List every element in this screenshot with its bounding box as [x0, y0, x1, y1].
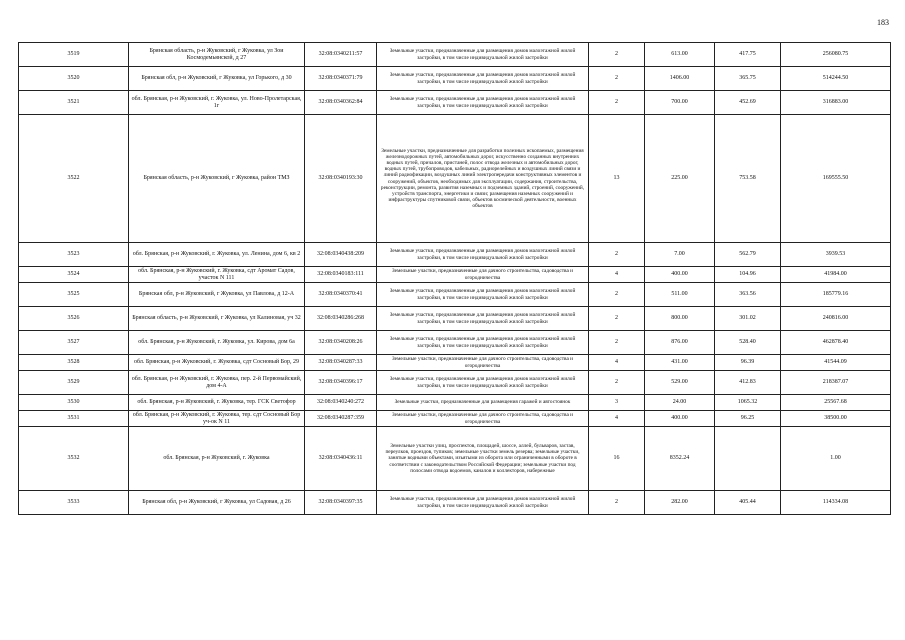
specific-value-cell: 104.96 — [715, 267, 781, 283]
specific-value-cell: 363.56 — [715, 283, 781, 307]
row-number-cell: 3532 — [19, 427, 129, 491]
row-number-cell: 3527 — [19, 331, 129, 355]
area-cell: 700.00 — [645, 91, 715, 115]
table-row — [19, 67, 891, 91]
cadastral-value-cell: 1.00 — [781, 427, 891, 491]
group-code-cell: 4 — [589, 355, 645, 371]
specific-value-cell: 405.44 — [715, 491, 781, 515]
row-number-cell: 3526 — [19, 307, 129, 331]
cadastral-value-cell: 240816.00 — [781, 307, 891, 331]
area-cell: 225.00 — [645, 115, 715, 243]
area-cell: 511.00 — [645, 283, 715, 307]
cadastral-value-cell: 25567.68 — [781, 395, 891, 411]
area-cell: 613.00 — [645, 43, 715, 67]
area-cell: 8352.24 — [645, 427, 715, 491]
cadastral-number-cell: 32:08:0340362:84 — [305, 91, 377, 115]
specific-value-cell: 301.02 — [715, 307, 781, 331]
row-number-cell: 3533 — [19, 491, 129, 515]
cadastral-number-cell: 32:08:0340208:26 — [305, 331, 377, 355]
cadastral-value-cell: 514244.50 — [781, 67, 891, 91]
address-cell: Брянская область, р-н Жуковский, г Жуковка, ул Зои Космодемьянской, д 27 — [129, 43, 305, 67]
land-use-description-cell: Земельные участки улиц, проспектов, площадей, шоссе, аллей, бульваров, застав, переулков, проездов, тупиков; земельные участки земель резерва; земельные участки, занятые водными объектами, изъятыми из оборота или ограниченными в обороте в соответствии с законодательством Российской Федерации; земельные участки под полосами отвода водоемов, каналов и коллекторов, набережные — [377, 427, 589, 491]
cadastral-value-cell: 3939.53 — [781, 243, 891, 267]
land-use-description-cell: Земельные участки, предназначенные для размещения домов малоэтажной жилой застройки, в том числе индивидуальной жилой застройки — [377, 331, 589, 355]
land-use-description-cell: Земельные участки, предназначенные для разработки полезных ископаемых, размещения железнодорожных путей, автомобильных дорог, искусственно созданных внутренних водных путей, причалов, пристаней, полос отвода железных и автомобильных дорог, водных путей, трубопроводов, кабельных, радиорелейных и воздушных линий связи и линий радиофикации, воздушных линий электропередачи конструктивных элементов и сооружений, объектов, необходимых для эксплуатации, содержания, строительства, реконструкции, ремонта, развития наземных и подземных зданий, строений, сооружений, устройств транспорта, энергетики и связи; размещения наземных сооружений и инфраструктуры спутниковой связи, объектов космической деятельности, военных объектов — [377, 115, 589, 243]
cadastral-number-cell: 32:08:0340287:359 — [305, 411, 377, 427]
address-cell: обл. Брянская, р-н Жуковский, г. Жуковка, тер. ГСК Светофор — [129, 395, 305, 411]
specific-value-cell: 96.25 — [715, 411, 781, 427]
row-number-cell: 3524 — [19, 267, 129, 283]
land-use-description-cell: Земельные участки, предназначенные для размещения домов малоэтажной жилой застройки, в том числе индивидуальной жилой застройки — [377, 67, 589, 91]
address-cell: обл. Брянская, р-н Жуковский, г. Жуковка, сдт Аромат Садов, участок N 111 — [129, 267, 305, 283]
land-use-description-cell: Земельные участки, предназначенные для размещения домов малоэтажной жилой застройки, в том числе индивидуальной жилой застройки — [377, 243, 589, 267]
group-code-cell: 2 — [589, 243, 645, 267]
cadastral-number-cell: 32:08:0340211:57 — [305, 43, 377, 67]
land-use-description-cell: Земельные участки, предназначенные для размещения домов малоэтажной жилой застройки, в том числе индивидуальной жилой застройки — [377, 371, 589, 395]
row-number-cell: 3520 — [19, 67, 129, 91]
cadastral-number-cell: 32:08:0340438:209 — [305, 243, 377, 267]
area-cell: 529.00 — [645, 371, 715, 395]
address-cell: обл. Брянская, р-н Жуковский, г. Жуковка — [129, 427, 305, 491]
group-code-cell: 2 — [589, 283, 645, 307]
group-code-cell: 16 — [589, 427, 645, 491]
row-number-cell: 3522 — [19, 115, 129, 243]
cadastral-number-cell: 32:08:0340397:35 — [305, 491, 377, 515]
specific-value-cell: 528.40 — [715, 331, 781, 355]
cadastral-number-cell: 32:08:0340370:41 — [305, 283, 377, 307]
table-row — [19, 43, 891, 67]
area-cell: 7.00 — [645, 243, 715, 267]
table-row — [19, 267, 891, 283]
group-code-cell: 2 — [589, 491, 645, 515]
specific-value-cell: 365.75 — [715, 67, 781, 91]
table-row — [19, 283, 891, 307]
land-use-description-cell: Земельные участки, предназначенные для размещения гаражей и автостоянок — [377, 395, 589, 411]
cadastral-value-cell: 38500.00 — [781, 411, 891, 427]
area-cell: 876.00 — [645, 331, 715, 355]
address-cell: Брянская обл, р-н Жуковский, г Жуковка, ул Павлова, д 12-А — [129, 283, 305, 307]
land-use-description-cell: Земельные участки, предназначенные для дачного строительства, садоводства и огородничества — [377, 411, 589, 427]
land-use-description-cell: Земельные участки, предназначенные для размещения домов малоэтажной жилой застройки, в том числе индивидуальной жилой застройки — [377, 307, 589, 331]
area-cell: 431.00 — [645, 355, 715, 371]
group-code-cell: 2 — [589, 43, 645, 67]
land-use-description-cell: Земельные участки, предназначенные для размещения домов малоэтажной жилой застройки, в том числе индивидуальной жилой застройки — [377, 283, 589, 307]
group-code-cell: 4 — [589, 411, 645, 427]
address-cell: Брянская обл, р-н Жуковский, г Жуковка, ул Горького, д 30 — [129, 67, 305, 91]
table-row — [19, 91, 891, 115]
area-cell: 282.00 — [645, 491, 715, 515]
area-cell: 1406.00 — [645, 67, 715, 91]
group-code-cell: 3 — [589, 395, 645, 411]
address-cell: обл. Брянская, р-н Жуковский, г. Жуковка, ул. Ленина, дом 6, кв 2 — [129, 243, 305, 267]
table-row — [19, 491, 891, 515]
specific-value-cell: 96.39 — [715, 355, 781, 371]
specific-value-cell: 1065.32 — [715, 395, 781, 411]
area-cell: 400.00 — [645, 411, 715, 427]
cadastral-value-cell: 462878.40 — [781, 331, 891, 355]
address-cell: обл. Брянская, р-н Жуковский, г. Жуковка, сдт Сосновый Бор, 29 — [129, 355, 305, 371]
row-number-cell: 3519 — [19, 43, 129, 67]
specific-value-cell: 412.83 — [715, 371, 781, 395]
table-row — [19, 243, 891, 267]
address-cell: Брянская обл, р-н Жуковский, г Жуковка, ул Садовая, д 26 — [129, 491, 305, 515]
row-number-cell: 3529 — [19, 371, 129, 395]
cadastral-value-cell: 185779.16 — [781, 283, 891, 307]
table-row — [19, 331, 891, 355]
specific-value-cell — [715, 427, 781, 491]
land-parcel-table — [18, 42, 891, 515]
table-row — [19, 371, 891, 395]
specific-value-cell: 452.69 — [715, 91, 781, 115]
group-code-cell: 2 — [589, 91, 645, 115]
group-code-cell: 13 — [589, 115, 645, 243]
cadastral-number-cell: 32:08:0340396:17 — [305, 371, 377, 395]
row-number-cell: 3525 — [19, 283, 129, 307]
address-cell: обл. Брянская, р-н Жуковский, г. Жуковка, ул. Кирова, дом 6а — [129, 331, 305, 355]
cadastral-number-cell: 32:08:0340371:79 — [305, 67, 377, 91]
group-code-cell: 4 — [589, 267, 645, 283]
table-row — [19, 395, 891, 411]
land-use-description-cell: Земельные участки, предназначенные для размещения домов малоэтажной жилой застройки, в том числе индивидуальной жилой застройки — [377, 91, 589, 115]
row-number-cell: 3521 — [19, 91, 129, 115]
specific-value-cell: 562.79 — [715, 243, 781, 267]
cadastral-value-cell: 114334.08 — [781, 491, 891, 515]
cadastral-value-cell: 256080.75 — [781, 43, 891, 67]
cadastral-value-cell: 41984.00 — [781, 267, 891, 283]
specific-value-cell: 417.75 — [715, 43, 781, 67]
group-code-cell: 2 — [589, 371, 645, 395]
cadastral-number-cell: 32:08:0340183:111 — [305, 267, 377, 283]
land-use-description-cell: Земельные участки, предназначенные для дачного строительства, садоводства и огородничества — [377, 267, 589, 283]
specific-value-cell: 753.58 — [715, 115, 781, 243]
row-number-cell: 3528 — [19, 355, 129, 371]
row-number-cell: 3530 — [19, 395, 129, 411]
land-use-description-cell: Земельные участки, предназначенные для дачного строительства, садоводства и огородничества — [377, 355, 589, 371]
cadastral-value-cell: 41544.09 — [781, 355, 891, 371]
area-cell: 24.00 — [645, 395, 715, 411]
group-code-cell: 2 — [589, 67, 645, 91]
table-row — [19, 307, 891, 331]
table-row — [19, 115, 891, 243]
page-number: 183 — [877, 18, 889, 27]
area-cell: 800.00 — [645, 307, 715, 331]
table-row — [19, 411, 891, 427]
address-cell: Брянская область, р-н Жуковский, г Жуковка, ул Калиновая, уч 32 — [129, 307, 305, 331]
cadastral-number-cell: 32:08:0340193:30 — [305, 115, 377, 243]
cadastral-number-cell: 32:08:0340286:268 — [305, 307, 377, 331]
address-cell: обл. Брянская, р-н Жуковский, г. Жуковка, ул. Ново-Пролетарская, 1г — [129, 91, 305, 115]
land-use-description-cell: Земельные участки, предназначенные для размещения домов малоэтажной жилой застройки, в том числе индивидуальной жилой застройки — [377, 491, 589, 515]
address-cell: обл. Брянская, р-н Жуковский, г. Жуковка, пер. 2-й Первомайский, дом 4-А — [129, 371, 305, 395]
cadastral-number-cell: 32:08:0340240:272 — [305, 395, 377, 411]
land-use-description-cell: Земельные участки, предназначенные для размещения домов малоэтажной жилой застройки, в том числе индивидуальной жилой застройки — [377, 43, 589, 67]
row-number-cell: 3531 — [19, 411, 129, 427]
address-cell: обл. Брянская, р-н Жуковский, г. Жуковка, тер. сдт Сосновый Бор уч-ок N 11 — [129, 411, 305, 427]
group-code-cell: 2 — [589, 307, 645, 331]
cadastral-number-cell: 32:08:0340287:33 — [305, 355, 377, 371]
address-cell: Брянская область, р-н Жуковский, г Жуковка, район ТМЗ — [129, 115, 305, 243]
cadastral-value-cell: 316883.00 — [781, 91, 891, 115]
table-row — [19, 355, 891, 371]
table-body — [19, 43, 891, 515]
cadastral-number-cell: 32:08:0340436:11 — [305, 427, 377, 491]
cadastral-value-cell: 169555.50 — [781, 115, 891, 243]
row-number-cell: 3523 — [19, 243, 129, 267]
cadastral-value-cell: 218387.07 — [781, 371, 891, 395]
area-cell: 400.00 — [645, 267, 715, 283]
table-row — [19, 427, 891, 491]
group-code-cell: 2 — [589, 331, 645, 355]
